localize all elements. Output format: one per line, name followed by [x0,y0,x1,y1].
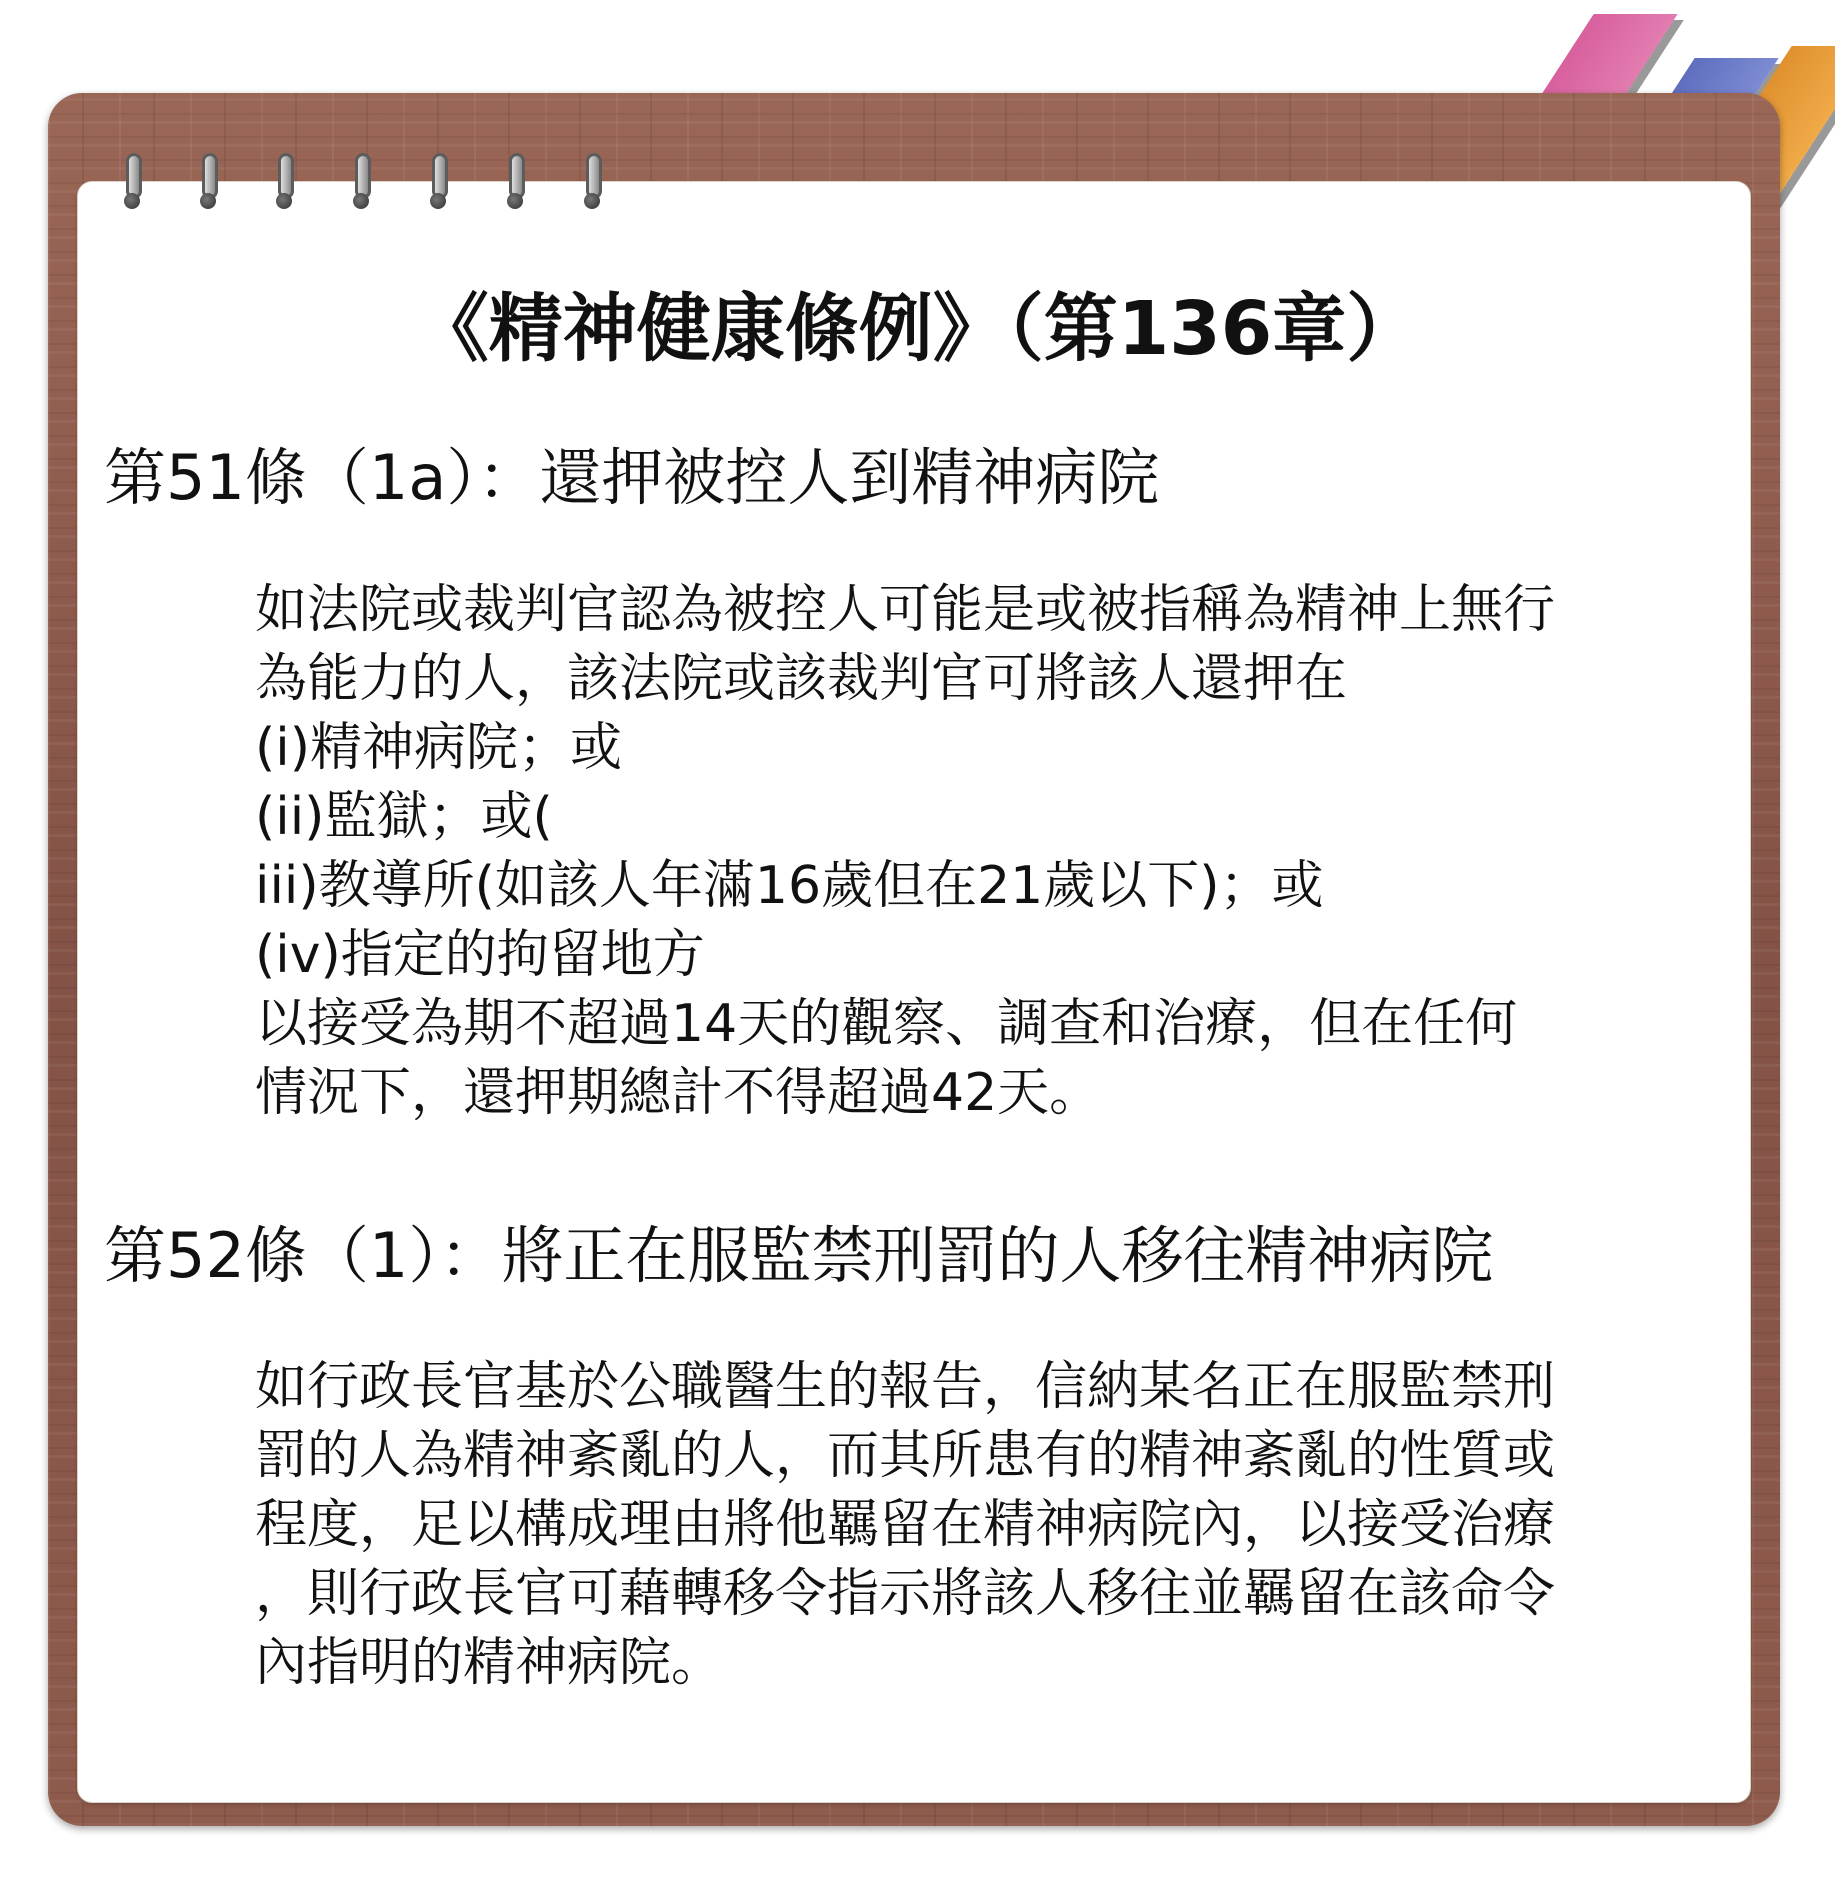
binder-ring-icon [427,153,449,211]
binder-ring-icon [197,153,219,211]
text-line: 內指明的精神病院。 [255,1633,724,1693]
text-line: ，則行政長官可藉轉移令指示將該人移往並羈留在該命令 [255,1564,1556,1624]
binder-ring-icon [121,153,143,211]
text-line: 程度，足以構成理由將他羈留在精神病院內，以接受治療 [255,1495,1556,1555]
text-line: iii)教導所(如該人年滿16歲但在21歲以下)；或 [255,856,1324,916]
text-line: (i)精神病院；或 [255,718,623,778]
section-51-heading: 第51條（1a）：還押被控人到精神病院 [104,441,1160,514]
text-line: 如法院或裁判官認為被控人可能是或被指稱為精神上無行 [255,580,1556,640]
text-line: 為能力的人，該法院或該裁判官可將該人還押在 [255,649,1348,709]
binder-ring-icon [350,153,372,211]
page-title: 《精神健康條例》（第136章） [414,286,1421,372]
binder-ring-icon [581,153,603,211]
text-line: 情況下，還押期總計不得超過42天。 [255,1063,1102,1123]
section-52-body [255,1353,1710,1698]
text-line: 如行政長官基於公職醫生的報告，信納某名正在服監禁刑 [255,1357,1556,1417]
binder-ring-icon [273,153,295,211]
text-line: (ii)監獄；或( [255,787,553,847]
section-51-body [255,576,1710,1128]
binder-ring-icon [504,153,526,211]
text-line: 罰的人為精神紊亂的人，而其所患有的精神紊亂的性質或 [255,1426,1556,1486]
section-52-heading: 第52條（1）：將正在服監禁刑罰的人移往精神病院 [104,1219,1494,1292]
text-line: 以接受為期不超過14天的觀察、調查和治療，但在任何 [255,994,1518,1054]
text-line: (iv)指定的拘留地方 [255,925,705,985]
